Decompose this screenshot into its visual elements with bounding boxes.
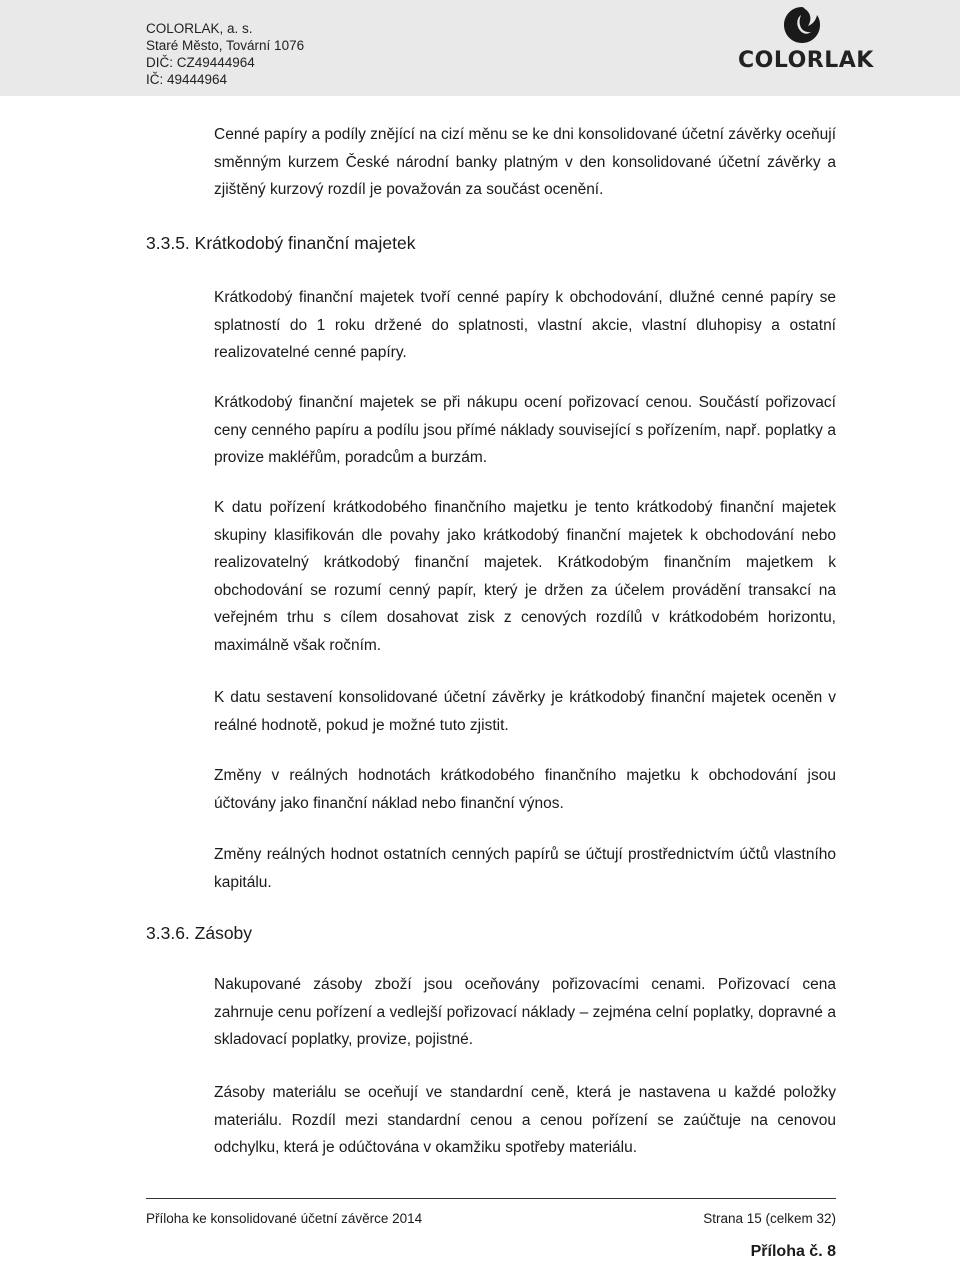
- paragraph-fair-value-changes: Změny v reálných hodnotách krátkodobého finančního majetku k obchodování jsou účtovány jako finanční náklad nebo finanční výnos.: [214, 767, 836, 812]
- swan-logo-icon: [774, 4, 830, 48]
- logo-wordmark: COLORLAK: [738, 48, 874, 73]
- paragraph-equity-changes: Změny reálných hodnot ostatních cenných papírů se účtují prostřednictvím účtů vlastního kapitálu.: [214, 846, 836, 891]
- paragraph-purchased-inventory: Nakupované zásoby zboží jsou oceňovány pořizovacími cenami. Pořizovací cena zahrnuje cenu pořízení a vedlejší pořizovací náklady – zejména celní poplatky, dopravné a skladovací poplatky, provize, pojistné.: [214, 976, 836, 1048]
- page-header: [0, 0, 960, 96]
- paragraph-material-inventory: Zásoby materiálu se oceňují ve standardní ceně, která je nastavena u každé položky materiálu. Rozdíl mezi standardní cenou a cenou pořízení se zaúčtuje na cenovou odchylku, která je odúčtována v okamžiku spotřeby materiálu.: [214, 1084, 836, 1156]
- footer-document-title: Příloha ke konsolidované účetní závěrce 2014: [146, 1211, 423, 1226]
- paragraph-acquisition-cost: Krátkodobý finanční majetek se při nákupu ocení pořizovací cenou. Součástí pořizovací ceny cenného papíru a podílu jsou přímé náklady související s pořízením, např. poplatky a provize makléřům, poradcům a burzám.: [214, 394, 836, 466]
- section-heading-inventory: 3.3.6. Zásoby: [146, 923, 253, 943]
- company-address: Staré Město, Tovární 1076: [146, 38, 305, 53]
- footer-page-number: Strana 15 (celkem 32): [703, 1211, 836, 1226]
- footer-divider: [146, 1198, 836, 1199]
- paragraph-composition: Krátkodobý finanční majetek tvoří cenné papíry k obchodování, dlužné cenné papíry se splatností do 1 roku držené do splatnosti, vlastní akcie, vlastní dluhopisy a ostatní realizovatelné cenné papíry.: [214, 289, 836, 361]
- company-name: COLORLAK, a. s.: [146, 21, 253, 36]
- colorlak-logo: [738, 4, 874, 90]
- annex-label: Příloha č. 8: [750, 1243, 836, 1260]
- paragraph-foreign-currency: Cenné papíry a podíly znějící na cizí měnu se ke dni konsolidované účetní závěrky oceňují směnným kurzem České národní banky platným v den konsolidované účetní závěrky a zjištěný kurzový rozdíl je považován za součást ocenění.: [214, 126, 836, 198]
- company-id: IČ: 49444964: [146, 72, 228, 87]
- section-heading-short-term-financial-assets: 3.3.5. Krátkodobý finanční majetek: [146, 233, 416, 253]
- company-vat-id: DIČ: CZ49444964: [146, 55, 255, 70]
- paragraph-valuation: K datu sestavení konsolidované účetní závěrky je krátkodobý finanční majetek oceněn v reálné hodnotě, pokud je možné tuto zjistit.: [214, 689, 836, 734]
- company-info: [146, 20, 304, 88]
- paragraph-classification: K datu pořízení krátkodobého finančního majetku je tento krátkodobý finanční majetek skupiny klasifikován dle povahy jako krátkodobý finanční majetek k obchodování nebo realizovatelný krátkodobý finanční majetek. Krátkodobým finančním majetkem k obchodování se rozumí cenný papír, který je držen za účelem provádění transakcí na veřejném trhu s cílem dosahovat zisk z cenových rozdílů v krátkodobém horizontu, maximálně však ročním.: [214, 499, 836, 654]
